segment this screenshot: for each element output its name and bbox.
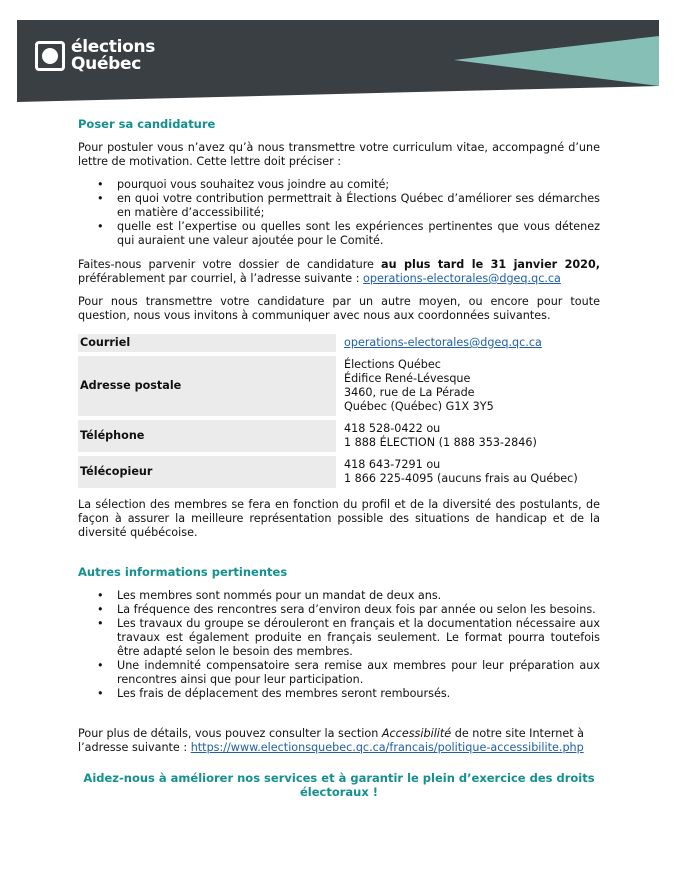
bullet-icon: • bbox=[97, 603, 104, 616]
section-title-apply: Poser sa candidature bbox=[78, 117, 216, 131]
list-item: • Une indemnité compensatoire sera remise aux membres pour leur préparation aux rencontres ainsi que pour leur participation. bbox=[97, 659, 600, 686]
bullet-icon: • bbox=[97, 192, 104, 205]
table-row bbox=[78, 334, 600, 352]
list-item: • Les membres sont nommés pour un mandat de deux ans. bbox=[97, 589, 442, 602]
contact-label: Adresse postale bbox=[78, 356, 336, 416]
deadline-email-link[interactable]: operations-electorales@dgeq.qc.ca bbox=[363, 272, 561, 285]
list-item: • pourquoi vous souhaitez vous joindre au comité; bbox=[97, 178, 390, 191]
contact-label: Courriel bbox=[78, 334, 336, 352]
apply-intro: Pour postuler vous n’avez qu’à nous transmettre votre curriculum vitae, accompagné d’une lettre de motivation. Cette lettre doit préciser : bbox=[78, 141, 600, 168]
spacer bbox=[78, 711, 600, 727]
other-info-bullet-list bbox=[78, 589, 600, 701]
apply-bullet-list bbox=[78, 178, 600, 248]
contact-value: Élections Québec Édifice René-Lévesque 3460, rue de La Pérade Québec (Québec) G1X 3Y5 bbox=[344, 358, 494, 413]
bullet-icon: • bbox=[97, 220, 104, 233]
logo-wordmark bbox=[71, 39, 155, 73]
bullet-icon: • bbox=[97, 617, 104, 630]
table-row bbox=[78, 356, 600, 416]
list-item: • Les travaux du groupe se dérouleront en français et la documentation nécessaire aux travaux est également produite en français seulement. Le format pourra toutefois être adapté selon le besoin des membres. bbox=[97, 617, 600, 658]
contact-value: 418 643-7291 ou 1 866 225-4095 (aucuns frais au Québec) bbox=[344, 458, 578, 485]
list-item: • quelle est l’expertise ou quelles sont les expériences pertinentes que vous détenez qui auraient une valeur ajoutée pour le Comité. bbox=[97, 220, 600, 247]
selection-paragraph: La sélection des membres se fera en fonction du profil et de la diversité des postulants, de façon à assurer la meilleure représentation possible des situations de handicap et de la diversité québécoise. bbox=[78, 498, 600, 539]
document-body bbox=[78, 117, 600, 799]
list-item: • Les frais de déplacement des membres seront remboursés. bbox=[97, 687, 451, 700]
spacer bbox=[78, 549, 600, 565]
table-row bbox=[78, 420, 600, 452]
accessibility-url-link[interactable]: https://www.electionsquebec.qc.ca/francais/politique-accessibilite.php bbox=[190, 741, 584, 754]
deadline-paragraph: Faites-nous parvenir votre dossier de candidature au plus tard le 31 janvier 2020, préférablement par courriel, à l’adresse suivante : operations-electorales@dgeq.qc.ca bbox=[78, 258, 600, 285]
contact-label: Télécopieur bbox=[78, 456, 336, 488]
contact-table bbox=[78, 330, 600, 492]
deadline-date: au plus tard le 31 janvier 2020, bbox=[381, 258, 600, 271]
contact-label: Téléphone bbox=[78, 420, 336, 452]
logo-line-1: élections bbox=[71, 37, 156, 57]
accessibility-section-name: Accessibilité bbox=[381, 727, 452, 740]
bullet-icon: • bbox=[97, 687, 104, 700]
closing-statement: Aidez-nous à améliorer nos services et à garantir le plein d’exercice des droits électoraux ! bbox=[83, 771, 595, 799]
logo-mark-icon bbox=[35, 41, 65, 71]
bullet-icon: • bbox=[97, 178, 104, 191]
table-row bbox=[78, 456, 600, 488]
bullet-icon: • bbox=[97, 659, 104, 672]
header-banner bbox=[17, 20, 659, 102]
list-item: • en quoi votre contribution permettrait à Élections Québec d’améliorer ses démarches en matière d’accessibilité; bbox=[97, 192, 600, 219]
logo-line-2: Québec bbox=[71, 54, 142, 74]
other-means-paragraph: Pour nous transmettre votre candidature par un autre moyen, ou encore pour toute question, nous vous invitons à communiquer avec nous aux coordonnées suivantes. bbox=[78, 295, 600, 322]
contact-value: 418 528-0422 ou 1 888 ÉLECTION (1 888 353-2846) bbox=[344, 422, 537, 449]
section-title-other-info: Autres informations pertinentes bbox=[78, 565, 288, 579]
details-paragraph: Pour plus de détails, vous pouvez consulter la section Accessibilité de notre site Internet à l’adresse suivante : https://www.electionsquebec.qc.ca/francais/politique-accessibilite.php bbox=[78, 727, 584, 754]
contact-value bbox=[336, 334, 600, 352]
contact-email-link[interactable]: operations-electorales@dgeq.qc.ca bbox=[344, 336, 542, 349]
elections-quebec-logo bbox=[35, 39, 155, 73]
bullet-icon: • bbox=[97, 589, 104, 602]
list-item: • La fréquence des rencontres sera d’environ deux fois par année ou selon les besoins. bbox=[97, 603, 596, 616]
